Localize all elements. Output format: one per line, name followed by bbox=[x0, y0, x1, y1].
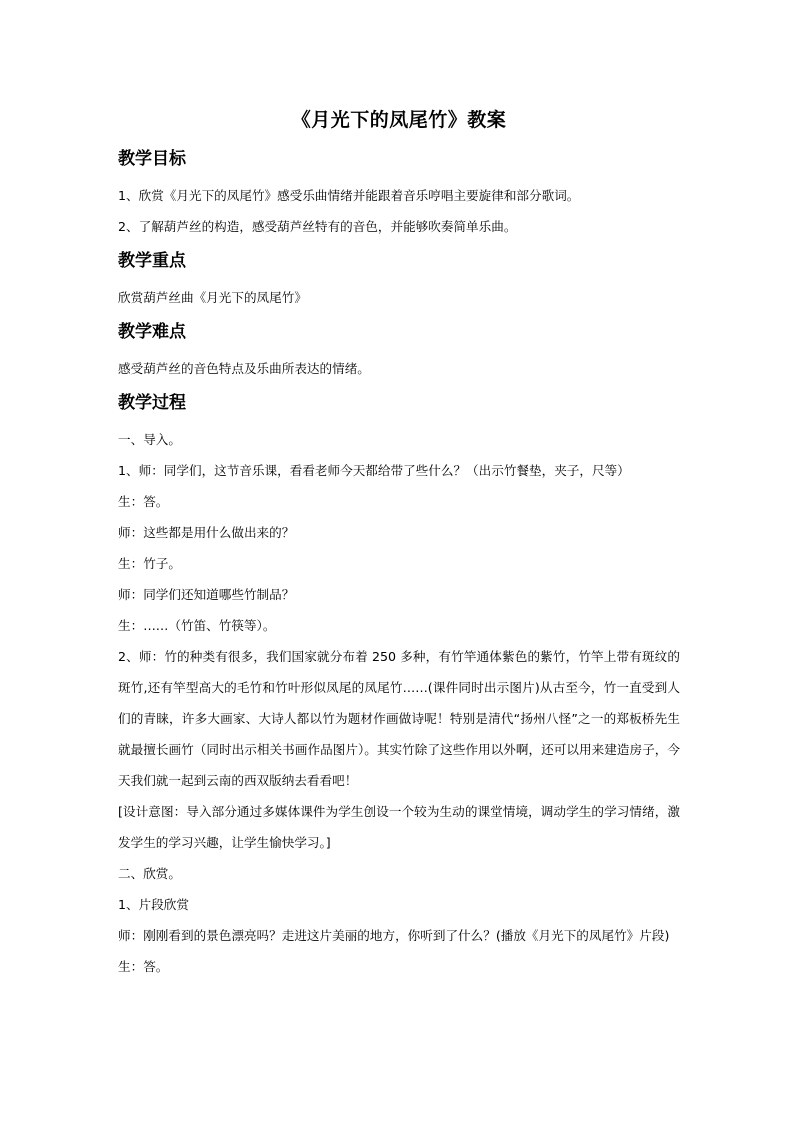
process-paragraph: 1、片段欣赏 bbox=[118, 897, 189, 912]
difficulties-text: 感受葫芦丝的音色特点及乐曲所表达的情绪。 bbox=[118, 361, 370, 376]
section-heading-difficulties: 教学难点 bbox=[118, 322, 186, 342]
design-intent-note: [设计意图：导入部分通过多媒体课件为学生创设一个较为生动的课堂情境，调动学生的学习情绪，激发学生的学习兴趣，让学生愉快学习。] bbox=[118, 804, 680, 850]
process-paragraph: 生：竹子。 bbox=[118, 556, 181, 571]
objective-item: 2、了解葫芦丝的构造，感受葫芦丝特有的音色，并能够吹奏简单乐曲。 bbox=[118, 219, 517, 234]
document-title: 《月光下的凤尾竹》教案 bbox=[291, 109, 507, 131]
section-heading-objectives: 教学目标 bbox=[118, 149, 186, 169]
objective-item: 1、欣赏《月光下的凤尾竹》感受乐曲情绪并能跟着音乐哼唱主要旋律和部分歌词。 bbox=[118, 188, 580, 203]
process-paragraph: 师：同学们还知道哪些竹制品？ bbox=[118, 587, 295, 602]
process-paragraph: 生：答。 bbox=[118, 494, 169, 509]
section-heading-key-points: 教学重点 bbox=[118, 251, 186, 271]
process-paragraph: 一、导入。 bbox=[118, 432, 181, 447]
process-paragraph: 2、师：竹的种类有很多，我们国家就分布着 250 多种，有竹竿通体紫色的紫竹，竹竿上带有斑纹的斑竹,还有竿型高大的毛竹和竹叶形似凤尾的凤尾竹……(课件同时出示图片)从古至今，竹一直受到人们的青睐，许多大画家、大诗人都以竹为题材作画做诗呢！特别是清代“扬州八怪”之一的郑板桥先生就最擅长画竹（同时出示相关书画作品图片）。其实竹除了这些作用以外啊，还可以用来建造房子，今天我们就一起到云南的西双版纳去看看吧！ bbox=[118, 649, 680, 788]
process-paragraph: 1、师：同学们，这节音乐课，看看老师今天都给带了些什么？（出示竹餐垫，夹子，尺等） bbox=[118, 463, 630, 478]
section-heading-process: 教学过程 bbox=[118, 393, 186, 413]
process-paragraph: 师：这些都是用什么做出来的？ bbox=[118, 525, 295, 540]
process-paragraph: 生：……（竹笛、竹筷等）。 bbox=[118, 618, 276, 633]
key-points-text: 欣赏葫芦丝曲《月光下的凤尾竹》 bbox=[118, 290, 307, 305]
document-body bbox=[118, 104, 680, 982]
process-paragraph: 二、欣赏。 bbox=[118, 866, 181, 881]
process-paragraph: 师：刚刚看到的景色漂亮吗？走进这片美丽的地方，你听到了什么？(播放《月光下的凤尾竹》片段) bbox=[118, 928, 670, 943]
process-paragraph: 生：答。 bbox=[118, 959, 169, 974]
